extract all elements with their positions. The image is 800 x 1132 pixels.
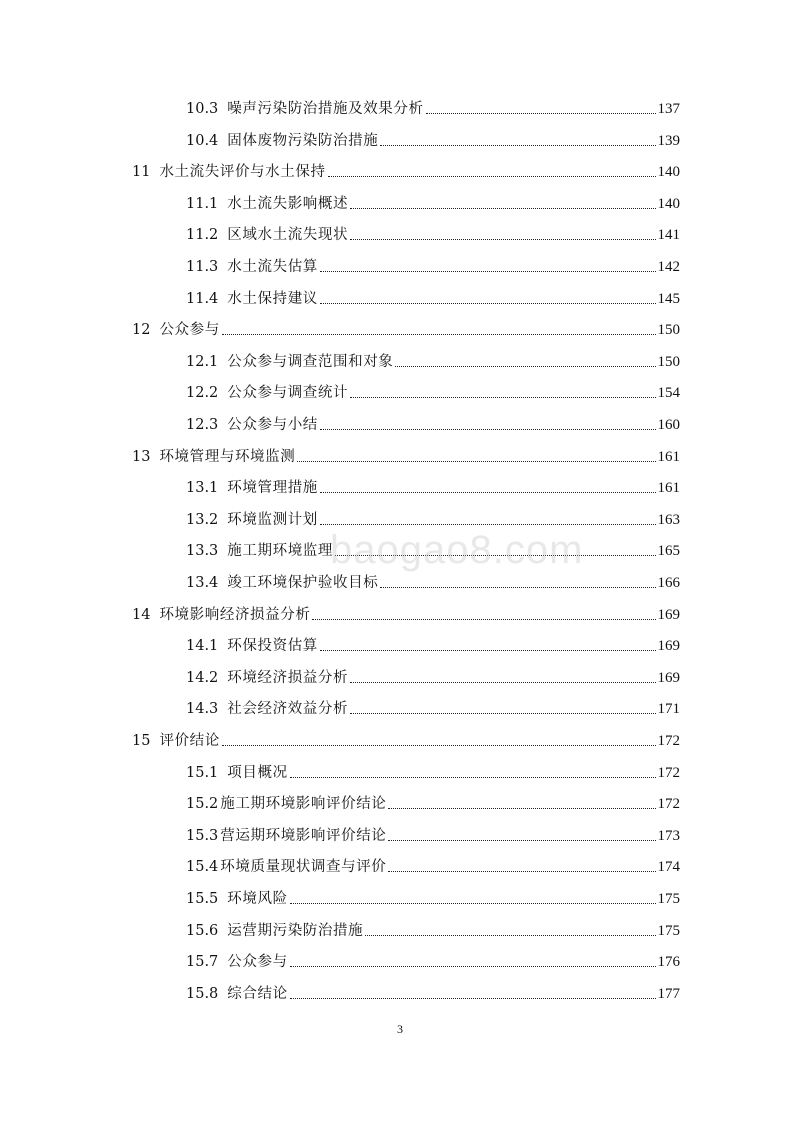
toc-section-entry[interactable] xyxy=(186,92,680,118)
toc-entry-page-number: 161 xyxy=(657,480,680,497)
toc-section-entry[interactable] xyxy=(186,566,680,592)
toc-entry-number: 11.4 xyxy=(186,290,219,307)
toc-entry-title: 环保投资估算 xyxy=(227,638,318,655)
toc-section-entry[interactable] xyxy=(186,945,680,971)
toc-entry-number: 14 xyxy=(132,606,151,623)
toc-entry-page-number: 165 xyxy=(657,543,680,560)
toc-entry-title: 环境质量现状调查与评价 xyxy=(220,859,387,876)
toc-entry-title: 公众参与 xyxy=(227,954,288,971)
toc-entry-number: 15.4 xyxy=(186,859,219,876)
toc-entry-title: 水土流失评价与水土保持 xyxy=(159,164,326,181)
toc-entry-title: 区域水土流失现状 xyxy=(227,227,349,244)
toc-section-entry[interactable] xyxy=(186,882,680,908)
toc-entry-page-number: 140 xyxy=(657,164,680,181)
toc-entry-number: 13 xyxy=(132,448,151,465)
toc-entry-title: 竣工环境保护验收目标 xyxy=(227,575,379,591)
toc-leader-dots xyxy=(350,681,655,683)
toc-entry-page-number: 161 xyxy=(657,448,680,465)
toc-leader-dots xyxy=(350,207,655,209)
toc-entry-title: 水土保持建议 xyxy=(227,290,318,307)
toc-entry-number: 15.2 xyxy=(186,796,219,813)
toc-entry-number: 13.3 xyxy=(186,543,219,560)
toc-entry-title: 公众参与调查范围和对象 xyxy=(227,353,394,370)
toc-entry-number: 11.3 xyxy=(186,259,219,275)
toc-section-entry[interactable] xyxy=(186,376,680,402)
watermark: baogao8.com xyxy=(330,528,584,572)
toc-entry-title: 营运期环境影响评价结论 xyxy=(220,827,387,844)
toc-entry-title: 环境管理措施 xyxy=(227,480,318,497)
toc-entry-title: 环境管理与环境监测 xyxy=(159,448,296,465)
toc-entry-title: 评价结论 xyxy=(159,733,220,749)
toc-chapter-entry[interactable] xyxy=(132,724,680,750)
toc-section-entry[interactable] xyxy=(186,187,680,213)
toc-entry-number: 15.7 xyxy=(186,954,219,971)
toc-leader-dots xyxy=(312,618,655,620)
toc-entry-page-number: 171 xyxy=(657,701,680,718)
toc-entry-title: 环境经济损益分析 xyxy=(227,669,349,686)
toc-entry-number: 11 xyxy=(132,164,151,181)
toc-entry-number: 15.6 xyxy=(186,922,219,939)
toc-section-entry[interactable] xyxy=(186,124,680,150)
toc-leader-dots xyxy=(222,333,656,335)
toc-entry-number: 11.2 xyxy=(186,227,219,244)
toc-leader-dots xyxy=(328,175,656,177)
toc-entry-title: 运营期污染防治措施 xyxy=(227,922,364,939)
toc-entry-title: 社会经济效益分析 xyxy=(227,701,349,718)
toc-entry-page-number: 175 xyxy=(657,891,680,907)
toc-entry-title: 公众参与小结 xyxy=(227,417,318,433)
toc-section-entry[interactable] xyxy=(186,661,680,687)
toc-entry-page-number: 176 xyxy=(657,954,680,971)
toc-entry-title: 综合结论 xyxy=(227,985,288,1002)
toc-leader-dots xyxy=(388,807,655,809)
toc-chapter-entry[interactable] xyxy=(132,598,680,624)
toc-entry-page-number: 172 xyxy=(657,764,680,781)
toc-section-entry[interactable] xyxy=(186,850,680,876)
toc-entry-title: 施工期环境影响评价结论 xyxy=(220,796,387,813)
toc-entry-number: 15.3 xyxy=(186,827,219,844)
toc-entry-number: 12.1 xyxy=(186,353,219,370)
toc-chapter-entry[interactable] xyxy=(132,440,680,466)
toc-entry-title: 环境影响经济损益分析 xyxy=(159,606,311,623)
toc-entry-title: 环境监测计划 xyxy=(227,511,318,528)
toc-entry-title: 公众参与调查统计 xyxy=(227,385,349,402)
toc-section-entry[interactable] xyxy=(186,692,680,718)
toc-leader-dots xyxy=(365,934,655,936)
toc-entry-page-number: 150 xyxy=(657,322,680,339)
toc-leader-dots xyxy=(388,870,655,872)
toc-entry-page-number: 166 xyxy=(657,575,680,591)
toc-section-entry[interactable] xyxy=(186,471,680,497)
toc-entry-title: 环境风险 xyxy=(227,891,288,907)
toc-leader-dots xyxy=(335,554,656,556)
toc-entry-page-number: 141 xyxy=(657,227,680,244)
toc-section-entry[interactable] xyxy=(186,914,680,940)
toc-section-entry[interactable] xyxy=(186,218,680,244)
toc-entry-title: 噪声污染防治措施及效果分析 xyxy=(227,101,424,117)
toc-entry-number: 15.8 xyxy=(186,985,219,1002)
toc-leader-dots xyxy=(320,649,656,651)
toc-entry-title: 水土流失估算 xyxy=(227,259,318,275)
toc-entry-page-number: 172 xyxy=(657,796,680,813)
toc-entry-number: 12.3 xyxy=(186,417,219,433)
toc-leader-dots xyxy=(380,586,655,588)
toc-section-entry[interactable] xyxy=(186,345,680,371)
toc-entry-page-number: 173 xyxy=(657,827,680,844)
toc-leader-dots xyxy=(388,839,655,841)
toc-leader-dots xyxy=(297,460,655,462)
toc-entry-page-number: 139 xyxy=(657,132,680,149)
toc-entry-page-number: 169 xyxy=(657,669,680,686)
toc-section-entry[interactable] xyxy=(186,977,680,1003)
toc-section-entry[interactable] xyxy=(186,756,680,782)
toc-leader-dots xyxy=(290,902,656,904)
toc-section-entry[interactable] xyxy=(186,629,680,655)
toc-leader-dots xyxy=(350,712,655,714)
toc-entry-page-number: 172 xyxy=(657,733,680,749)
toc-section-entry[interactable] xyxy=(186,819,680,845)
toc-leader-dots xyxy=(222,744,656,746)
toc-entry-title: 项目概况 xyxy=(227,764,288,781)
toc-entry-number: 13.1 xyxy=(186,480,219,497)
toc-section-entry[interactable] xyxy=(186,282,680,308)
toc-entry-number: 11.1 xyxy=(186,195,219,212)
toc-leader-dots xyxy=(395,365,655,367)
toc-section-entry[interactable] xyxy=(186,408,680,434)
toc-entry-page-number: 150 xyxy=(657,353,680,370)
toc-entry-number: 14.2 xyxy=(186,669,219,686)
toc-entry-number: 13.4 xyxy=(186,575,219,591)
toc-entry-number: 13.2 xyxy=(186,511,219,528)
toc-leader-dots xyxy=(290,997,656,999)
toc-entry-page-number: 160 xyxy=(657,417,680,433)
toc-section-entry[interactable] xyxy=(186,787,680,813)
toc-section-entry[interactable] xyxy=(186,534,680,560)
toc-entry-page-number: 163 xyxy=(657,511,680,528)
toc-leader-dots xyxy=(380,144,655,146)
toc-entry-page-number: 169 xyxy=(657,638,680,655)
toc-entry-number: 12 xyxy=(132,322,151,339)
page-number: 3 xyxy=(397,1022,403,1036)
toc-entry-number: 10.3 xyxy=(186,101,219,117)
toc-entry-page-number: 154 xyxy=(657,385,680,402)
toc-entry-page-number: 169 xyxy=(657,606,680,623)
toc-entry-number: 10.4 xyxy=(186,132,219,149)
toc-leader-dots xyxy=(320,491,656,493)
toc-chapter-entry[interactable] xyxy=(132,313,680,339)
toc-leader-dots xyxy=(350,396,655,398)
toc-leader-dots xyxy=(290,776,656,778)
toc-entry-page-number: 145 xyxy=(657,290,680,307)
toc-chapter-entry[interactable] xyxy=(132,155,680,181)
toc-leader-dots xyxy=(426,112,656,114)
toc-entry-page-number: 175 xyxy=(657,922,680,939)
toc-entry-title: 施工期环境监理 xyxy=(227,543,333,560)
toc-entry-page-number: 137 xyxy=(657,101,680,117)
toc-entry-number: 12.2 xyxy=(186,385,219,402)
toc-leader-dots xyxy=(320,428,656,430)
toc-section-entry[interactable] xyxy=(186,503,680,529)
toc-entry-page-number: 174 xyxy=(657,859,680,876)
toc-entry-number: 15.5 xyxy=(186,891,219,907)
toc-entry-title: 公众参与 xyxy=(159,322,220,339)
toc-leader-dots xyxy=(320,523,656,525)
toc-entry-number: 15.1 xyxy=(186,764,219,781)
toc-entry-page-number: 140 xyxy=(657,195,680,212)
toc-leader-dots xyxy=(350,238,655,240)
toc-entry-page-number: 142 xyxy=(657,259,680,275)
toc-entry-page-number: 177 xyxy=(657,985,680,1002)
toc-entry-title: 固体废物污染防治措施 xyxy=(227,132,379,149)
toc-entry-title: 水土流失影响概述 xyxy=(227,195,349,212)
toc-entry-number: 14.1 xyxy=(186,638,219,655)
toc-leader-dots xyxy=(320,302,656,304)
toc-entry-number: 14.3 xyxy=(186,701,219,718)
toc-leader-dots xyxy=(290,965,656,967)
toc-section-entry[interactable] xyxy=(186,250,680,276)
toc-entry-number: 15 xyxy=(132,733,151,749)
toc-leader-dots xyxy=(320,270,656,272)
